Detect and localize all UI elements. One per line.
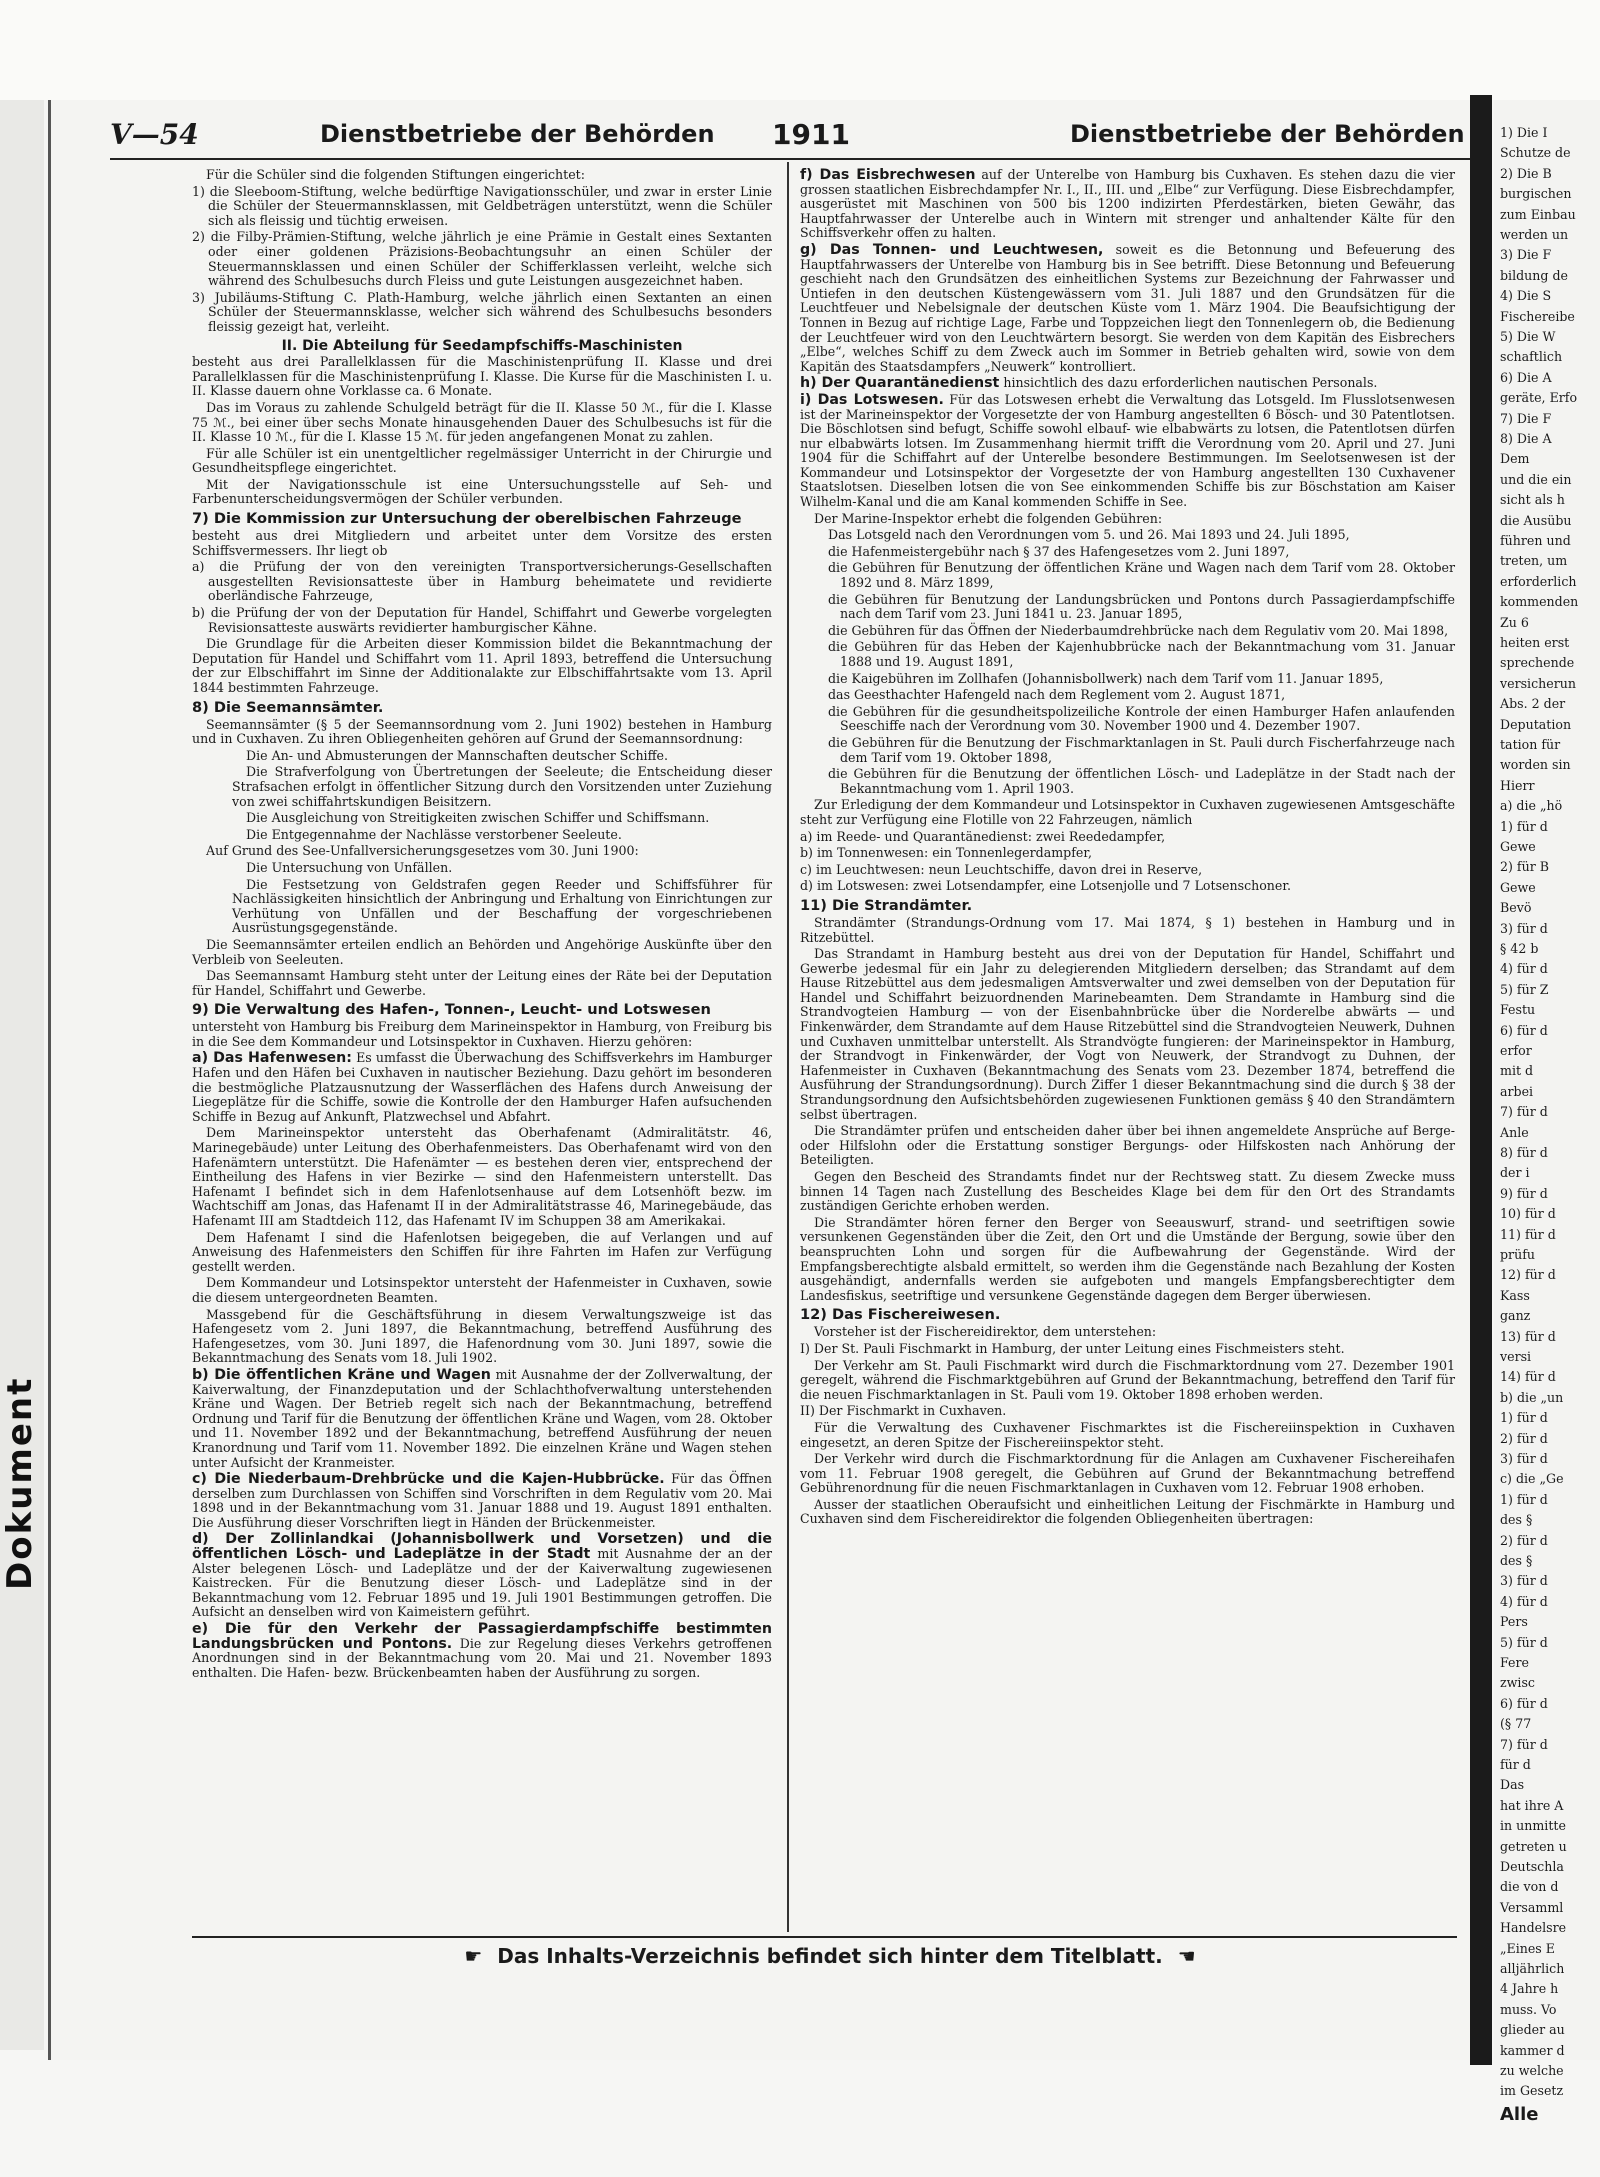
adjacent-page-text-fragment: (§ 77 [1500,1716,1532,1732]
adjacent-page-text-fragment: zwisc [1500,1675,1535,1691]
paragraph: Die Strandämter prüfen und entscheiden daher über bei ihnen angemeldete Ansprüche auf Berge- oder Hilfslohn oder die Erstattung sonstiger Bergungs- oder Hilfskosten nach Anhörung der Beteiligten. [800,1123,1455,1168]
adjacent-page-text-fragment: c) die „Ge [1500,1471,1564,1487]
paragraph: Zur Erledigung der dem Kommandeur und Lotsinspektor in Cuxhaven zugewiesenen Amtsgeschäfte steht zur Verfügung eine Flotille von 22 Fahrzeugen, nämlich [800,797,1455,827]
paragraph: Vorsteher ist der Fischereidirektor, dem unterstehen: [814,1324,1157,1340]
paragraph: Die Grundlage für die Arbeiten dieser Kommission bildet die Bekanntmachung der Deputation für Handel und Schiffahrt vom 11. April 1893, betreffend die Untersuchung der zur Elbschiffahrt im Sinne der Additionalakte zur Elbschiffahrtsakte vom 13. April 1844 bestimmten Fahrzeuge. [192,636,772,695]
header-title-right: Dienstbetriebe der Behörden [1070,120,1465,148]
adjacent-page-text-fragment: 1) für d [1500,1491,1548,1507]
section-9e-title: e) Die für den Verkehr der Passagierdampfschiffe bestimmten Landungsbrücken und Pontons. [192,1621,772,1652]
adjacent-page-text-fragment: 2) für d [1500,1532,1548,1548]
adjacent-page-text-fragment: „Eines E [1500,1940,1555,1956]
adjacent-page-text-fragment: und die ein [1500,471,1572,487]
adjacent-page-text-fragment: erfor [1500,1043,1532,1058]
adjacent-page-text-fragment: Deputation [1500,716,1572,732]
section-h-title: h) Der Quarantänedienst [800,375,1000,392]
section-12-title: 12) Das Fischereiwesen. [800,1306,1001,1324]
adjacent-page-text-fragment: Fischereibe [1500,308,1575,324]
adjacent-page-text-fragment: 2) für d [1500,1430,1548,1446]
adjacent-page-text-fragment: Abs. 2 der [1500,696,1566,712]
stiftung-item: 1) die Sleeboom-Stiftung, welche bedürftige Navigationsschüler, und zwar in erster Linie die Schüler der Steuermannsklassen, mit Geldbeträgen unterstützt, wenn die Schüler sich als fleissig und tüchtig erweisen. [192,183,772,228]
column-divider [787,162,789,1932]
paragraph: mit Ausnahme der an der Alster belegenen Lösch- und Ladeplätze und der der Kaiverwaltung zugewiesenen Kaistrecken. Für die Benutzung dieser Lösch- und Ladeplätze sind in der Bekanntmachung vom 12. Februar 1895 und 19. Juli 1901 Bestimmungen getroffen. Die Aufsicht an denselben wird von Kaimeistern geführt. [192,1546,772,1620]
paragraph: Der Verkehr wird durch die Fischmarktordnung für die Anlagen am Cuxhavener Fischereihafen vom 11. Februar 1908 geregelt, die Gebühren auf Grund der Bekanntmachung betreffend Gebührenordnung für die neuen Fischmarktanlagen in Cuxhaven vom 12. Februar 1908 erhoben. [800,1451,1455,1496]
adjacent-page-text-fragment: zu welche [1500,2063,1564,2078]
adjacent-page-text-fragment: Das [1500,1777,1525,1793]
adjacent-page-text-fragment: Kass [1500,1287,1530,1303]
adjacent-page-text-fragment: die Ausübu [1500,512,1572,528]
paragraph: auf der Unterelbe von Hamburg bis Cuxhaven. Es stehen dazu die vier grossen staatlichen Eisbrechdampfer Nr. I., II., III. und „Elbe“ zur Verfügung. Diese Eisbrechdampfer, ausgerüstet mit Maschinen von 500 bis 1200 indizirten Pferdestärken, bieten Gewähr, das Hauptfahrwasser der Unterelbe auch in Wintern mit strenger und anhaltender Kälte für den Schiffsverkehr offen zu halten. [800,167,1455,241]
adjacent-page-text-fragment: kammer d [1500,2042,1565,2058]
paragraph: Der Verkehr am St. Pauli Fischmarkt wird durch die Fischmarktordnung vom 27. Dezember 1901 geregelt, während die Fischmarktgebühren auf Grund der Bekanntmachung, betreffend den Tarif für die neuen Fischmarktanlagen in St. Pauli vom 19. Oktober 1898 erhoben werden. [800,1357,1455,1402]
paragraph: Das Strandamt in Hamburg besteht aus drei von der Deputation für Handel, Schiffahrt und Gewerbe jedesmal für ein Jahr zu delegierenden Mitgliedern derselben; das Strandamt auf dem Hause Ritzebüttel aus dem jedesmaligen Amtsverwalter und zwei demselben von der Deputation für Handel und Schiffahrt beizuordnenden Marinebeamten. Dem Strandamte in Hamburg sind die Strandvogteien Hamburg — von der Eisenbahnbrücke über die Norderelbe abwärts — und Finkenwärder, dem Strandamte auf dem Hause Ritzebüttel sind die Strandvogteien Neuwerk, Duhnen und Cuxhaven unmittelbar unterstellt. Als Strandvögte fungieren: der Marineinspektor in Hamburg, der Strandvogt in Finkenwärder, der Vogt von Neuwerk, der Strandvogt zu Duhnen, der Hafenmeister in Cuxhaven (Bekanntmachung des Senats vom 23. Dezember 1874, betreffend die Ausführung der Strandungsordnung). Durch Ziffer 1 dieser Bekanntmachung sind die durch § 38 der Strandungsordnung den Aufsichtsbehörden zugewiesenen Funktionen gemäss § 40 den Strandämtern selbst übertragen. [800,946,1455,1122]
adjacent-page-text-fragment: 8) für d [1500,1145,1548,1160]
adjacent-page-text-fragment: kommenden [1500,594,1579,610]
fleet-item: c) im Leuchtwesen: neun Leuchtschiffe, davon drei in Reserve, [800,861,1203,877]
adjacent-page-text-fragment: 3) Die F [1500,247,1552,263]
paragraph: Auf Grund des See-Unfallversicherungsgesetzes vom 30. Juni 1900: [206,843,639,859]
adjacent-page-text-fragment: versi [1500,1349,1532,1364]
binding-gutter [1470,95,1492,2065]
adjacent-page-text-fragment: tation für [1500,737,1561,752]
adjacent-page-text-fragment: alljährlich [1500,1961,1565,1976]
left-margin [0,100,44,2050]
list-item: Die Festsetzung von Geldstrafen gegen Reeder und Schiffsführer für Nachlässigkeiten hinsichtlich der Anbringung und Erhaltung von Einrichtungen zur Verhütung von Unfällen und der Beschaffung der vorgeschriebenen Ausrüstungsgegenstände. [232,876,772,936]
adjacent-page-text-fragment: ganz [1500,1308,1531,1324]
paragraph: Die zur Regelung dieses Verkehrs getroffenen Anordnungen sind in der Bekanntmachung vom 20. Mai und 21. November 1893 enthalten. Die Hafen- bezw. Brückenbeamten haben der Ausführung zu sorgen. [192,1635,772,1680]
adjacent-page-text-fragment: treten, um [1500,553,1568,569]
stiftungen-intro: Für die Schüler sind die folgenden Stiftungen eingerichtet: [206,167,585,182]
fleet-item: d) im Lotswesen: zwei Lotsendampfer, eine Lotsenjolle und 7 Lotsenschoner. [800,878,1292,894]
pointing-hand-left-icon: ☚ [1177,1944,1196,1968]
adjacent-page-text-fragment: 8) Die A [1500,431,1552,446]
adjacent-page-text-fragment: 10) für d [1500,1206,1556,1222]
adjacent-page-text-fragment: Festu [1500,1002,1536,1018]
adjacent-page-text-fragment: 3) für d [1500,1573,1548,1589]
fee-item: die Kaigebühren im Zollhafen (Johannisbollwerk) nach dem Tarif vom 11. Januar 1895, [828,670,1384,686]
section-9c-title: c) Die Niederbaum-Drehbrücke und die Kajen-Hubbrücke. [192,1471,665,1488]
adjacent-page-text-fragment: sprechende [1500,655,1575,671]
section-i-title: i) Das Lotswesen. [800,391,944,408]
adjacent-page-text-fragment: b) die „un [1500,1389,1564,1405]
adjacent-page-text-fragment: Gewe [1500,839,1536,854]
adjacent-page-text-fragment: Versamml [1500,1899,1564,1915]
fee-item: das Geesthachter Hafengeld nach dem Reglement vom 2. August 1871, [828,687,1286,703]
adjacent-page-text-fragment: Alle [1500,2103,1539,2125]
adjacent-page-text-fragment: sicht als h [1500,492,1565,508]
paragraph: Dem Hafenamt I sind die Hafenlotsen beigegeben, die auf Verlangen und auf Anweisung des Hafenmeisters den Schiffen für ihre Fahrten im Hafen zur Verfügung gestellt werden. [192,1229,772,1274]
paragraph: Massgebend für die Geschäftsführung in diesem Verwaltungszweige ist das Hafengesetz vom 2. Juni 1897, die Bekanntmachung, betreffend Ausführung des Hafengesetzes, vom 30. Juni 1897, die Hafenordnung vom 30. Juni 1897, sowie die Bekanntmachung des Senats vom 18. Juli 1902. [192,1306,772,1366]
paragraph: Strandämter (Strandungs-Ordnung vom 17. Mai 1874, § 1) bestehen in Hamburg und in Ritzebüttel. [800,914,1455,945]
adjacent-page-text-fragment: Dem [1500,451,1530,467]
adjacent-page-text-fragment: arbei [1500,1083,1534,1099]
adjacent-page-text-fragment: 7) Die F [1500,410,1552,426]
adjacent-page-text-fragment: führen und [1500,533,1571,548]
adjacent-page-text-fragment: 3) für d [1500,920,1548,936]
paragraph: mit Ausnahme der der Zollverwaltung, der Kaiverwaltung, der Finanzdeputation und der Schlachthofverwaltung unterstehenden Kräne und Wagen. Der Betrieb regelt sich nach der Bekanntmachung, betreffend Ordnung und Tarif für die Benutzung der öffentlichen Kräne und Wagen, vom 28. Oktober und 11. November 1892 und der Bekanntmachung, betreffend Ausführung der neuen Kranordnung und Tarif vom 11. November 1892. Die einzelnen Kräne und Wagen stehen unter Aufsicht der Kranmeister. [192,1366,772,1470]
adjacent-page-text-fragment: 5) für d [1500,1634,1548,1650]
list-item: a) die Prüfung der von den vereinigten Transportversicherungs-Gesellschaften ausgestellten Revisionsatteste über in Hamburg beheimatete und revidierte oberländische Fahrzeuge, [192,559,772,604]
paragraph: Der Marine-Inspektor erhebt die folgenden Gebühren: [814,510,1163,526]
section-g-title: g) Das Tonnen- und Leuchtwesen, [800,241,1104,258]
adjacent-page-text-fragment: worden sin [1500,757,1571,773]
section-11-title: 11) Die Strandämter. [800,896,973,914]
list-item: I) Der St. Pauli Fischmarkt in Hamburg, der unter Leitung eines Fischmeisters steht. [800,1340,1345,1356]
adjacent-page-text-fragment: Deutschla [1500,1859,1564,1874]
paragraph: Ausser der staatlichen Oberaufsicht und einheitlichen Leitung der Fischmärkte in Hamburg und Cuxhaven sind dem Fischereidirektor die folgenden Obliegenheiten übertragen: [800,1496,1455,1527]
adjacent-page-text-fragment: getreten u [1500,1838,1567,1854]
paragraph: besteht aus drei Mitgliedern und arbeitet unter dem Vorsitze des ersten Schiffsvermessers. Ihr liegt ob [192,528,772,558]
adjacent-page-text-fragment: die von d [1500,1879,1559,1895]
adjacent-page-text-fragment: zum Einbau [1500,206,1576,222]
adjacent-page-text-fragment: 6) für d [1500,1022,1548,1038]
paragraph: Für alle Schüler ist ein unentgeltlicher regelmässiger Unterricht in der Chirurgie und Gesundheitspflege eingerichtet. [192,445,772,476]
adjacent-page-text-fragment: 11) für d [1500,1226,1556,1242]
fee-item: die Hafenmeistergebühr nach § 37 des Hafengesetzes vom 2. Juni 1897, [828,543,1290,559]
adjacent-page-text-fragment: 1) für d [1500,818,1548,834]
adjacent-page-text-fragment: Anle [1500,1124,1529,1140]
list-item: b) die Prüfung der von der Deputation für Handel, Schiffahrt und Gewerbe vorgelegten Revisionsatteste auswärts revidierter hamburgischer Kähne. [192,605,772,635]
left-column [192,168,772,1682]
stiftung-item: 3) Jubiläums-Stiftung C. Plath-Hamburg, welche jährlich einen Sextanten an einen Schüler der Steuermannsklasse, welcher sich während des Schulbesuchs besonders fleissig gezeigt hat, verleiht. [192,289,772,334]
fee-item: die Gebühren für das Öffnen der Niederbaumdrehbrücke nach dem Regulativ vom 20. Mai 1898, [828,622,1449,638]
list-item: II) Der Fischmarkt in Cuxhaven. [800,1403,1007,1419]
paragraph: Die Seemannsämter erteilen endlich an Behörden und Angehörige Auskünfte über den Verbleib von Seeleuten. [192,936,772,967]
list-item: Die Untersuchung von Unfällen. [246,859,453,875]
adjacent-page-text-fragment: 3) für d [1500,1451,1548,1466]
adjacent-page-text-fragment: der i [1500,1165,1530,1181]
paragraph: Für das Lotswesen erhebt die Verwaltung das Lotsgeld. Im Flusslotsenwesen ist der Marineinspektor der Vorgesetzte der von Hamburg angestellten 6 Bösch- und 30 Patentlotsen. Die Böschlotsen sind befugt, Schiffe sowohl elbauf- wie elbabwärts zu lotsen, die Patentlotsen dürfen nur elbabwärts lotsen. Im Zusammenhang hiermit trifft die Verordnung vom 20. April und 27. Juni 1904 für die Schiffahrt auf der Unterelbe besondere Bestimmungen. Im Seelotsenwesen ist der Kommandeur und Lotsinspektor der Vorgesetzte der von Hamburg angestellten 130 Cuxhavener Staatslotsen. Dieselben lotsen die von See einkommenden Schiffe bis zur Böschstation am Kaiser Wilhelm-Kanal und die am Kanal kommenden Schiffe in See. [800,391,1455,510]
page-header [110,118,1470,154]
section-9a-title: a) Das Hafenwesen: [192,1050,352,1067]
adjacent-page-text-fragment: für d [1500,1757,1531,1772]
section-9-title: 9) Die Verwaltung des Hafen-, Tonnen-, Leucht- und Lotswesen [192,1001,711,1019]
adjacent-page-text-fragment: 4 Jahre h [1500,1981,1559,1997]
paragraph: Seemannsämter (§ 5 der Seemannsordnung vom 2. Juni 1902) bestehen in Hamburg und in Cuxhaven. Zu ihren Obliegenheiten gehören auf Grund der Seemannsordnung: [192,716,772,747]
adjacent-page-text-fragment: im Gesetz [1500,2083,1564,2099]
adjacent-page-text-fragment: erforderlich [1500,573,1577,589]
list-item: Die An- und Abmusterungen der Mannschaften deutscher Schiffe. [246,747,668,763]
page-number: V—54 [110,118,199,151]
adjacent-page-text-fragment: 12) für d [1500,1267,1556,1283]
fee-item: die Gebühren für Benutzung der Landungsbrücken und Pontons durch Passagierdampfschiffe nach dem Tarif vom 23. Juni 1841 u. 23. Januar 1895, [828,591,1455,622]
fee-item: die Gebühren für die Benutzung der Fischmarktanlagen in St. Pauli durch Fischerfahrzeuge nach dem Tarif vom 19. Oktober 1898, [828,734,1455,765]
list-item: Die Entgegennahme der Nachlässe verstorbener Seeleute. [246,826,622,842]
list-item: Die Ausgleichung von Streitigkeiten zwischen Schiffer und Schiffsmann. [246,810,710,826]
paragraph: Das im Voraus zu zahlende Schulgeld beträgt für die II. Klasse 50 ℳ., für die I. Klasse 75 ℳ., bei einer über sechs Monate hinausgehenden Dauer des Schulbesuchs ist für die II. Klasse 10 ℳ., für die I. Klasse 15 ℳ. für jeden angefangenen Monat zu zahlen. [192,399,772,445]
adjacent-page-text-fragment: a) die „hö [1500,798,1563,814]
adjacent-page-text-fragment: 6) Die A [1500,369,1552,385]
adjacent-page-text-fragment: heiten erst [1500,635,1570,650]
paragraph: Das Seemannsamt Hamburg steht unter der Leitung eines der Räte bei der Deputation für Handel, Schiffahrt und Gewerbe. [192,968,772,998]
adjacent-page-text-fragment: 5) für Z [1500,981,1549,997]
adjacent-page-text-fragment: in unmitte [1500,1818,1566,1834]
section-f-title: f) Das Eisbrechwesen [800,167,976,183]
adjacent-page-text-fragment: bildung de [1500,267,1568,283]
adjacent-page-text-fragment: des § [1500,1512,1533,1528]
paragraph: besteht aus drei Parallelklassen für die Maschinistenprüfung II. Klasse und drei Parallelklassen für die Maschinistenprüfung I. Klasse. Die Kurse für die Maschinisten I. u. II. Klasse dauern ohne Vorklasse ca. 6 Monate. [192,354,772,399]
list-item: Die Strafverfolgung von Übertretungen der Seeleute; die Entscheidung dieser Strafsachen erfolgt in öffentlicher Sitzung durch den Vorsitzenden unter Zuziehung von zwei schiffahrtskundigen Beisitzern. [232,764,772,809]
adjacent-page-text-fragment: Hierr [1500,777,1535,793]
fleet-item: a) im Reede- und Quarantänedienst: zwei Reededampfer, [800,828,1166,844]
footer-text: Das Inhalts-Verzeichnis befindet sich hinter dem Titelblatt. [497,1944,1163,1968]
adjacent-page-text-fragment: Gewe [1500,879,1536,895]
adjacent-page-text-fragment: 2) für B [1500,859,1549,875]
adjacent-page-text-fragment: 4) für d [1500,961,1548,977]
stiftung-item: 2) die Filby-Prämien-Stiftung, welche jährlich je eine Prämie in Gestalt eines Sextanten oder einer goldenen Präzisions-Beobachtungsuhr an einen Schüler der Steuermannsklassen und einen Schüler der Schifferklassen verleiht, welche sich während des Schulbesuchs durch Fleiss und gute Leistungen ausgezeichnet haben. [192,229,772,289]
adjacent-page-text-fragment: 1) für d [1500,1410,1548,1426]
section-9b-title: b) Die öffentlichen Kräne und Wagen [192,1366,491,1383]
adjacent-page-text-fragment: Bevö [1500,900,1532,916]
section-9d-title: d) Der Zollinlandkai (Johannisbollwerk und Vorsetzen) und die öffentlichen Lösch- und Ladeplätze in der Stadt [192,1531,772,1563]
paragraph: Für die Verwaltung des Cuxhavener Fischmarktes ist die Fischereiinspektion in Cuxhaven eingesetzt, an deren Spitze der Fischereiinspektor steht. [800,1419,1455,1450]
fleet-item: b) im Tonnenwesen: ein Tonnenlegerdampfer, [800,845,1092,861]
fee-item: die Gebühren für das Heben der Kajenhubbrücke nach der Bekanntmachung vom 31. Januar 1888 und 19. August 1891, [828,639,1455,669]
adjacent-page-text-fragment: Zu 6 [1500,614,1529,630]
adjacent-page-text-fragment: 2) Die B [1500,165,1552,181]
adjacent-page-text-fragment: burgischen [1500,186,1572,202]
adjacent-page-text-fragment: 4) für d [1500,1593,1548,1609]
adjacent-page-text-fragment: des § [1500,1553,1533,1568]
adjacent-page-text-fragment: werden un [1500,227,1569,242]
footer-rule [192,1936,1457,1938]
adjacent-page-text-fragment: 7) für d [1500,1104,1548,1120]
footer-notice [360,1944,1300,1974]
adjacent-page-text-fragment: 13) für d [1500,1328,1556,1344]
adjacent-page-text-fragment: glieder au [1500,2022,1565,2038]
adjacent-page-text-fragment: mit d [1500,1063,1534,1079]
fee-item: die Gebühren für die Benutzung der öffentlichen Lösch- und Ladeplätze in der Stadt nach der Bekanntmachung vom 1. April 1903. [828,766,1455,796]
adjacent-page-fragment [1494,100,1600,2125]
header-rule [110,158,1470,160]
adjacent-page-text-fragment: muss. Vo [1500,2001,1557,2017]
adjacent-page-text-fragment: § 42 b [1500,941,1539,956]
section-ii-title: II. Die Abteilung für Seedampfschiffs-Maschinisten [281,337,683,354]
adjacent-page-text-fragment: schaftlich [1500,349,1563,365]
paragraph: Dem Marineinspektor untersteht das Oberhafenamt (Admiralitätstr. 46, Marinegebäude) unter Leitung des Oberhafenmeisters. Das Oberhafenamt wird von den Hafenämtern unterstützt. Die Hafenämter — es bestehen deren vier, entsprechend der Eintheilung des Hafens in vier Bezirke — sind den Hafenmeistern unterstellt. Das Hafenamt I befindet sich in dem Hafenlotsenhause auf dem Lotsenhöft bezw. im Wachtschiff am Jonas, das Hafenamt II in der Admiralitätstrasse 46, Marinegebäude, das Hafenamt III am Stadtdeich 112, das Hafenamt IV im Schuppen 38 am Amerikakai. [192,1125,772,1228]
adjacent-page-text-fragment: 9) für d [1500,1185,1548,1201]
adjacent-page-text-fragment: hat ihre A [1500,1797,1564,1813]
adjacent-page-text-fragment: Fere [1500,1655,1529,1670]
paragraph: Für das Öffnen derselben zum Durchlassen von Schiffen sind Vorschriften in dem Regulativ vom 20. Mai 1898 und in der Bekanntmachung vom 31. Januar 1888 und 19. August 1891 enthalten. Die Ausführung dieser Vorschriften liegt in Händen der Brückenmeister. [192,1471,772,1530]
fee-item: die Gebühren für Benutzung der öffentlichen Kräne und Wagen nach dem Tarif vom 28. Oktober 1892 und 8. März 1899, [828,560,1455,591]
adjacent-page-text-fragment: geräte, Erfo [1500,390,1578,406]
adjacent-page-text-fragment: versicherun [1500,675,1576,691]
adjacent-page-text-fragment: prüfu [1500,1247,1535,1262]
paragraph: Mit der Navigationsschule ist eine Untersuchungsstelle auf Seh- und Farbenunterscheidungsvermögen der Schüler verbunden. [192,476,772,507]
right-column [800,168,1455,1529]
adjacent-page-text-fragment: 4) Die S [1500,288,1552,304]
section-7-title: 7) Die Kommission zur Untersuchung der oberelbischen Fahrzeuge [192,510,742,528]
paragraph: soweit es die Betonnung und Befeuerung des Hauptfahrwassers der Unterelbe von Hamburg bis in See betrifft. Diese Betonnung und Befeuerung geschieht nach den Grundsätzen des einheitlichen Systems zur Bezeichnung der Fahrwasser und Untiefen in den deutschen Küstengewässern vom 31. Juli 1887 und den Grundsätzen für die Leuchtfeuer und Nebelsignale der deutschen Küste vom 1. März 1904. Die Beaufsichtigung der Tonnen in Bezug auf richtige Lage, Farbe und Toppzeichen liegt den Tonnenlegern ob, die Bedienung der Leuchtfeuer wird von den Leuchtwärtern besorgt. Sie werden von dem Kapitän des Eisbrechers „Elbe“, welches Schiff zu dem Zweck auch im Sommer in Betrieb gehalten wird, sowie von dem Kapitän des Staatsdampfers „Neuwerk“ kontrolliert. [800,241,1455,374]
adjacent-page-text-fragment: 6) für d [1500,1695,1548,1711]
adjacent-page-text-fragment: 1) Die I [1500,125,1548,140]
paragraph: Es umfasst die Überwachung des Schiffsverkehrs im Hamburger Hafen und den Häfen bei Cuxhaven in nautischer Beziehung. Dazu gehört im besonderen die bestmögliche Platzausnutzung der Wasserflächen des Hafens durch Anweisung der Liegeplätze für die Schiffe, sowie die Kontrolle der den Hamburger Hafen aufsuchenden Schiffe in Bezug auf Ankunft, Platzwechsel und Abfahrt. [192,1050,772,1124]
adjacent-page-text-fragment: 7) für d [1500,1736,1548,1752]
adjacent-page-text-fragment: Schutze de [1500,145,1571,161]
paragraph: Dem Kommandeur und Lotsinspektor untersteht der Hafenmeister in Cuxhaven, sowie die diesem untergeordneten Beamten. [192,1275,772,1305]
pointing-hand-right-icon: ☛ [464,1944,483,1968]
side-stamp: Dokument [0,1376,40,1590]
paragraph: Die Strandämter hören ferner den Berger von Seeauswurf, strand- und seetriftigen sowie versunkenen Gegenständen über die Zeit, den Ort und die Umstände der Bergung, sowie über den beanspruchten Lohn und sorgen für die Aufbewahrung der Gegenstände. Wird der Empfangsberechtigte alsbald ermittelt, so werden ihm die Gegenstände nach Bezahlung der Kosten ausgehändigt, andernfalls werden sie aufgeboten und mangels Empfangsberechtigter dem Landesfiskus, seetriftige und versunkene Gegenstände dagegen dem Berger überwiesen. [800,1214,1455,1303]
adjacent-page-text-fragment: 5) Die W [1500,329,1556,344]
adjacent-page-text-fragment: Handelsre [1500,1920,1567,1936]
paragraph: hinsichtlich des dazu erforderlichen nautischen Personals. [1003,375,1378,391]
fee-item: Das Lotsgeld nach den Verordnungen vom 5. und 26. Mai 1893 und 24. Juli 1895, [828,527,1350,543]
paragraph: Gegen den Bescheid des Strandamts findet nur der Rechtsweg statt. Zu diesem Zwecke muss binnen 14 Tagen nach Zustellung des Bescheides Klage bei dem für den Ort des Strandamts zuständigen Gerichte erhoben werden. [800,1169,1455,1214]
scan-background-top [0,0,1600,100]
adjacent-page-text-fragment: Pers [1500,1614,1528,1630]
fee-item: die Gebühren für die gesundheitspolizeiliche Kontrole der einen Hamburger Hafen anlaufenden Seeschiffe nach der Verordnung vom 30. November 1900 und 4. Dezember 1907. [828,703,1455,734]
header-year: 1911 [772,118,850,151]
adjacent-page-text-fragment: 14) für d [1500,1369,1556,1385]
section-8-title: 8) Die Seemannsämter. [192,698,384,716]
header-title-left: Dienstbetriebe der Behörden [320,120,715,148]
paragraph: untersteht von Hamburg bis Freiburg dem Marineinspektor in Hamburg, von Freiburg bis in die See dem Kommandeur und Lotsinspektor in Cuxhaven. Hierzu gehören: [192,1019,772,1049]
